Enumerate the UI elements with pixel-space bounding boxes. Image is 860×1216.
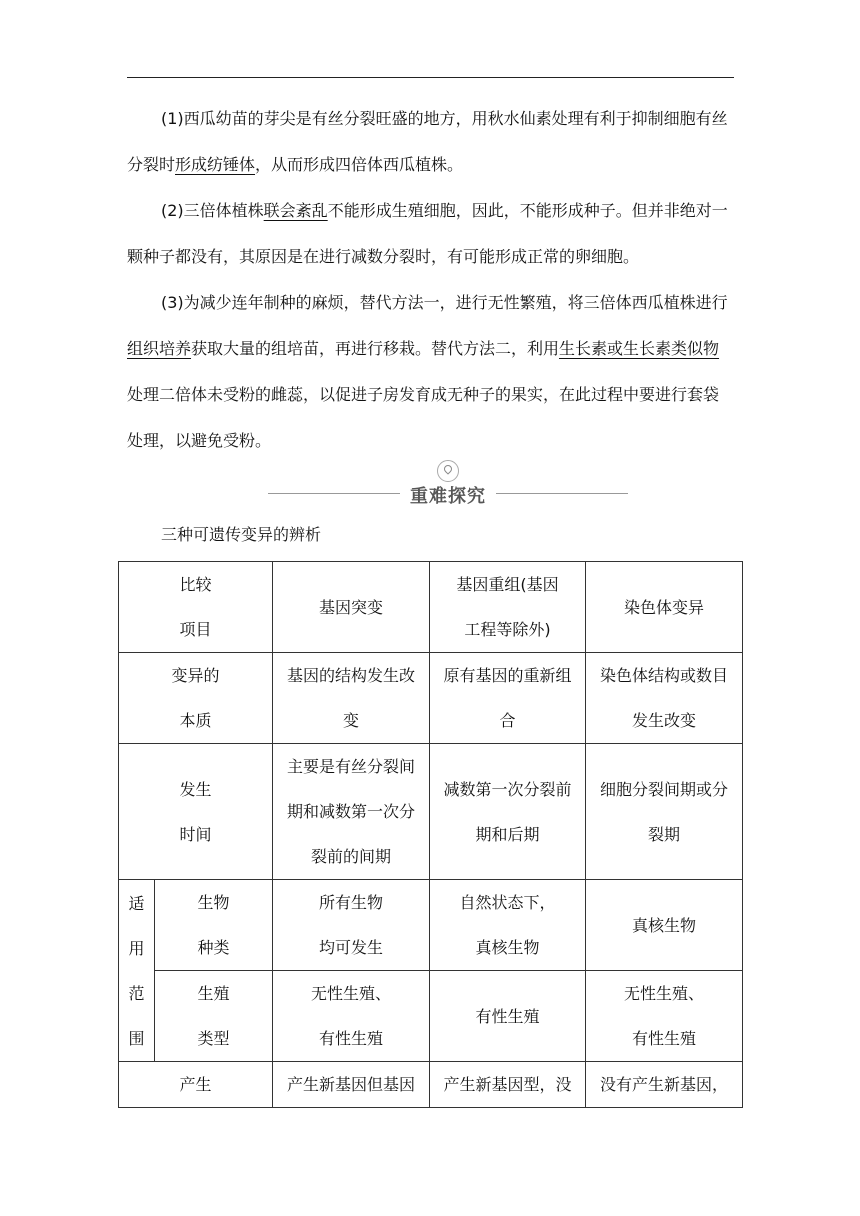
- table-row: [119, 971, 743, 1062]
- row-label: 变异的 本质: [119, 653, 273, 744]
- header-rule: [127, 77, 734, 78]
- table-cell: 有性生殖: [430, 971, 586, 1062]
- header-cell: 染色体变异: [586, 562, 743, 653]
- section-title: 重难探究: [410, 486, 486, 507]
- table-cell: 原有基因的重新组 合: [430, 653, 586, 744]
- text: 不能形成生殖细胞，因此，不能形成种子。但并非绝对一颗种子都没有，其原因是在进行减数分裂时，有可能形成正常的卵细胞。: [127, 201, 728, 266]
- paragraph-2: [127, 188, 734, 280]
- underlined-answer: 形成纺锤体: [175, 155, 256, 174]
- divider-right: [496, 493, 628, 494]
- row-label: 生物 种类: [155, 880, 273, 971]
- underlined-answer: 组织培养: [127, 339, 192, 358]
- text: ，从而形成四倍体西瓜植株。: [255, 155, 464, 174]
- table-cell: 所有生物 均可发生: [273, 880, 430, 971]
- text: 获取大量的组培苗，再进行移栽。替代方法二，利用: [191, 339, 560, 358]
- table-cell: 无性生殖、 有性生殖: [586, 971, 743, 1062]
- divider-left: [268, 493, 400, 494]
- table-cell: 减数第一次分裂前 期和后期: [430, 744, 586, 880]
- text: 处理二倍体未受粉的雌蕊，以促进子房发育成无种子的果实，在此过程中要进行套袋处理，以避免受粉。: [127, 385, 720, 450]
- table-row: [119, 653, 743, 744]
- comparison-table: [118, 561, 743, 1108]
- text: (1)西瓜幼苗的芽尖是有丝分裂旺盛的地方，用秋水仙素处理有利于抑制细胞有丝分裂时: [127, 109, 728, 174]
- table-cell: 染色体结构或数目 发生改变: [586, 653, 743, 744]
- table-cell: 自然状态下， 真核生物: [430, 880, 586, 971]
- table-cell: 细胞分裂间期或分 裂期: [586, 744, 743, 880]
- table-row: [119, 1062, 743, 1108]
- text: (2)三倍体植株: [161, 201, 264, 220]
- table-title: 三种可遗传变异的辨析: [161, 525, 322, 544]
- table-row: [119, 562, 743, 653]
- header-cell: 基因重组(基因 工程等除外): [430, 562, 586, 653]
- table-cell: 没有产生新基因，: [586, 1062, 743, 1108]
- table-row: [119, 744, 743, 880]
- row-label: 产生: [119, 1062, 273, 1108]
- text: (3)为减少连年制种的麻烦，替代方法一，进行无性繁殖，将三倍体西瓜植株进行: [161, 293, 728, 312]
- table-cell: 基因的结构发生改 变: [273, 653, 430, 744]
- table-cell: 无性生殖、 有性生殖: [273, 971, 430, 1062]
- table-row: [119, 880, 743, 971]
- underlined-answer: 联会紊乱: [263, 201, 328, 220]
- paragraph-3: [127, 280, 734, 464]
- row-label: 生殖 类型: [155, 971, 273, 1062]
- section-heading: [268, 460, 628, 516]
- header-cell: 基因突变: [273, 562, 430, 653]
- table-cell: 真核生物: [586, 880, 743, 971]
- row-label: 发生 时间: [119, 744, 273, 880]
- location-pin-icon: [437, 460, 459, 482]
- paragraph-1: [127, 96, 734, 188]
- table-cell: 产生新基因但基因: [273, 1062, 430, 1108]
- underlined-answer: 生长素或生长素类似物: [559, 339, 720, 358]
- table-cell: 产生新基因型，没: [430, 1062, 586, 1108]
- table-cell: 主要是有丝分裂间 期和减数第一次分 裂前的间期: [273, 744, 430, 880]
- scope-label: 适 用 范 围: [119, 880, 155, 1062]
- header-cell: 比较 项目: [119, 562, 273, 653]
